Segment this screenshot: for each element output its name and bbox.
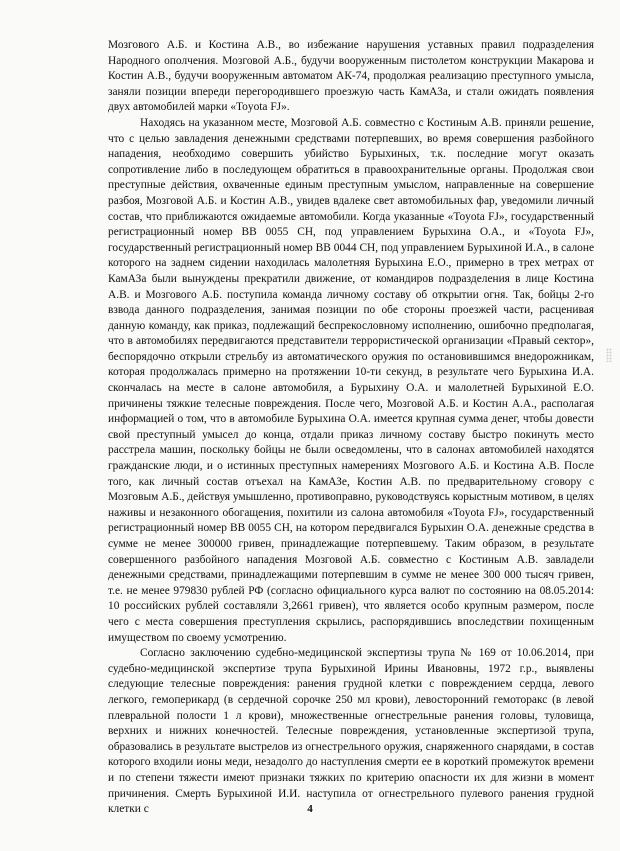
page-number: 4 — [307, 803, 313, 815]
paragraph-robbery-account: Находясь на указанном месте, Мозговой А.Б. совместно с Костиным А.В. приняли решение, что с целью завладения денежными средствами потерпевших, во время совершения разбойного нападения, необходимо совершить убийство Бурыхиных, т.к. последние могут оказать сопротивление либо в последующем обратиться в правоохранительные органы. Продолжая свои преступные действия, охваченные единым преступным умыслом, направленные на совершение разбоя, Мозговой А.Б. и Костин А.В., увидев вдалеке свет автомобильных фар, уведомили личный состав, что приближаются ожидаемые автомобили. Когда указанные «Toyota FJ», государственный регистрационный номер ВВ 0055 СН, под управлением Бурыхина О.А., и «Toyota FJ», государственный регистрационный номер ВВ 0044 СН, под управлением Бурыхиной И.А., в салоне которого на заднем сидении находилась малолетняя Бурыхина Е.О., примерно в трех метрах от КамАЗа были вынуждены прекратили движение, от командиров подразделения в лице Костина А.В. и Мозгового А.Б. поступила команда личному составу об открытии огня. Так, бойцы 2-го взвода данного подразделения, занимая позиции по обе стороны проезжей части, расценивая данную команду, как приказ, подлежащий беспрекословному исполнению, ошибочно предполагая, что в автомобилях передвигаются представители террористической организации «Правый сектор», беспорядочно открыли стрельбу из автоматического оружия по остановившимся внедорожникам, которая продолжалась примерно на протяжении 10-ти секунд, в результате чего Бурыхина И.А. скончалась на месте в салоне автомобиля, а Бурыхину О.А. и малолетней Бурыхиной Е.О. причинены тяжкие телесные повреждения. После чего, Мозговой А.Б. и Костин А.А., располагая информацией о том, что в автомобиле Бурыхина О.А. имеется крупная сумма денег, чтобы довести свой преступный умысел до конца, отдали приказ личному составу быстро покинуть место расстрела машин, поскольку бойцы не были осведомлены, что в салонах автомобилей находятся гражданские люди, и о истинных преступных намерениях Мозгового А.Б. и Костина А.В. После того, как личный состав отъехал на КамАЗе, Костин А.В. по предварительному сговору с Мозговым А.Б., действуя умышленно, противоправно, руководствуясь корыстным мотивом, в целях наживы и незаконного обогащения, похитили из салона автомобиля «Toyota FJ», государственный регистрационный номер ВВ 0055 СН, на котором передвигался Бурыхин О.А. денежные средства в сумме не менее 300000 гривен, принадлежащие потерпевшему. Таким образом, в результате совершенного разбойного нападения Мозговой А.Б. совместно с Костиным А.В. завладели денежными средствами, принадлежащими потерпевшим в сумме не менее 300 000 тысяч гривен, т.е. не менее 979830 рублей РФ (согласно официального курса валют по состоянию на 08.05.2014: 10 российских рублей составляли 3,2661 гривен), что является особо крупным размером, после чего с места совершения преступления скрылись, распорядившись впоследствии похищенным имуществом по своему усмотрению. — [108, 116, 594, 644]
paragraph-forensic-report: Согласно заключению судебно-медицинской экспертизы трупа № 169 от 10.06.2014, при судебно-медицинской экспертизе трупа Бурыхиной Ирины Ивановны, 1972 г.р., выявлены следующие телесные повреждения: ранения грудной клетки с повреждением сердца, левого легкого, гемоперикард (в сердечной сорочке 250 мл крови), левосторонний гемоторакс (в левой плевральной полости 1 л крови), множественные огнестрельные ранения головы, туловища, верхних и нижних конечностей. Телесные повреждения, установленные экспертизой трупа, образовались в результате выстрелов из огнестрельного оружия, снаряженного снарядами, в состав которого входили ионы меди, незадолго до наступления смерти ее в короткий промежуток времени и по степени тяжести имеют признаки тяжких по критерию опасности их для жизни в момент причинения. Смерть Бурыхиной И.И. наступила от огнестрельного пулевого ранения грудной клетки с — [108, 647, 594, 816]
scan-speck — [606, 348, 612, 362]
document-body — [108, 38, 594, 818]
paragraph-continuation: Мозгового А.Б. и Костина А.В., во избежание нарушения уставных правил подразделения Народного ополчения. Мозговой А.Б., будучи вооруженным пистолетом конструкции Макарова и Костин А.В., будучи вооруженным автоматом АК-74, продолжая реализацию преступного умысла, заняли позиции впереди перегородившего проезжую часть КамАЗа, и стали ожидать появления двух автомобилей марки «Toyota FJ». — [108, 39, 594, 114]
